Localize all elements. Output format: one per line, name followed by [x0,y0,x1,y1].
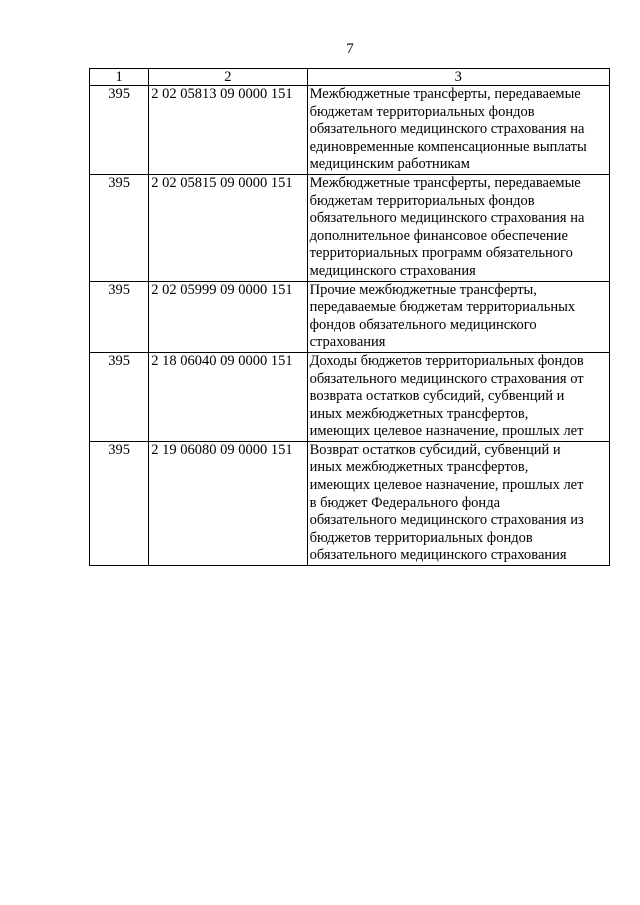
description-line: дополнительное финансовое обеспечение [309,227,568,244]
description-cell [307,86,609,175]
admin-code-cell: 395 [90,86,149,175]
table-row [90,352,610,441]
description-line: передаваемые бюджетам территориальных [309,299,576,316]
description-line: имеющих целевое назначение, прошлых лет [309,477,584,494]
page-number: 7 [346,41,354,57]
table-row [90,86,610,175]
admin-code-cell: 395 [90,441,149,565]
description-line: медицинским работникам [309,156,470,173]
description-cell [307,352,609,441]
description-line: территориальных программ обязательного [309,245,573,262]
description-line: медицинского страхования [309,262,476,279]
description-line: Межбюджетные трансферты, передаваемые [309,174,581,191]
description-line: возврата остатков субсидий, субвенций и [309,388,565,405]
column-header-1: 1 [90,69,149,86]
description-cell [307,281,609,352]
revenue-code-cell: 2 02 05999 09 0000 151 [149,281,307,352]
description-line: иных межбюджетных трансфертов, [309,459,529,476]
admin-code-cell: 395 [90,174,149,281]
description-line: Возврат остатков субсидий, субвенций и [309,441,561,458]
column-header-3: 3 [307,69,609,86]
description-line: обязательного медицинского страхования из [309,512,584,529]
revenue-code-cell: 2 02 05813 09 0000 151 [149,86,307,175]
description-line: обязательного медицинского страхования [309,547,567,564]
description-line: имеющих целевое назначение, прошлых лет [309,423,584,440]
description-line: Прочие межбюджетные трансферты, [309,281,537,298]
column-header-2: 2 [149,69,307,86]
revenue-code-cell: 2 02 05815 09 0000 151 [149,174,307,281]
table-row [90,281,610,352]
admin-code-cell: 395 [90,281,149,352]
description-line: Межбюджетные трансферты, передаваемые [309,86,581,102]
table-row [90,174,610,281]
description-line: обязательного медицинского страхования на [309,121,585,138]
description-cell [307,174,609,281]
description-cell [307,441,609,565]
description-line: бюджетов территориальных фондов [309,529,533,546]
description-line: Доходы бюджетов территориальных фондов [309,352,584,369]
revenue-code-cell: 2 19 06080 09 0000 151 [149,441,307,565]
description-line: в бюджет Федерального фонда [309,494,501,511]
description-line: иных межбюджетных трансфертов, [309,405,529,422]
revenue-classification-table [89,68,610,566]
admin-code-cell: 395 [90,352,149,441]
description-line: страхования [309,334,386,351]
description-line: бюджетам территориальных фондов [309,103,535,120]
description-line: единовременные компенсационные выплаты [309,138,587,155]
table-row [90,441,610,565]
description-line: фондов обязательного медицинского [309,316,537,333]
revenue-code-cell: 2 18 06040 09 0000 151 [149,352,307,441]
description-line: обязательного медицинского страхования от [309,370,584,387]
table-header-row [90,69,610,86]
description-line: бюджетам территориальных фондов [309,192,535,209]
description-line: обязательного медицинского страхования на [309,210,585,227]
